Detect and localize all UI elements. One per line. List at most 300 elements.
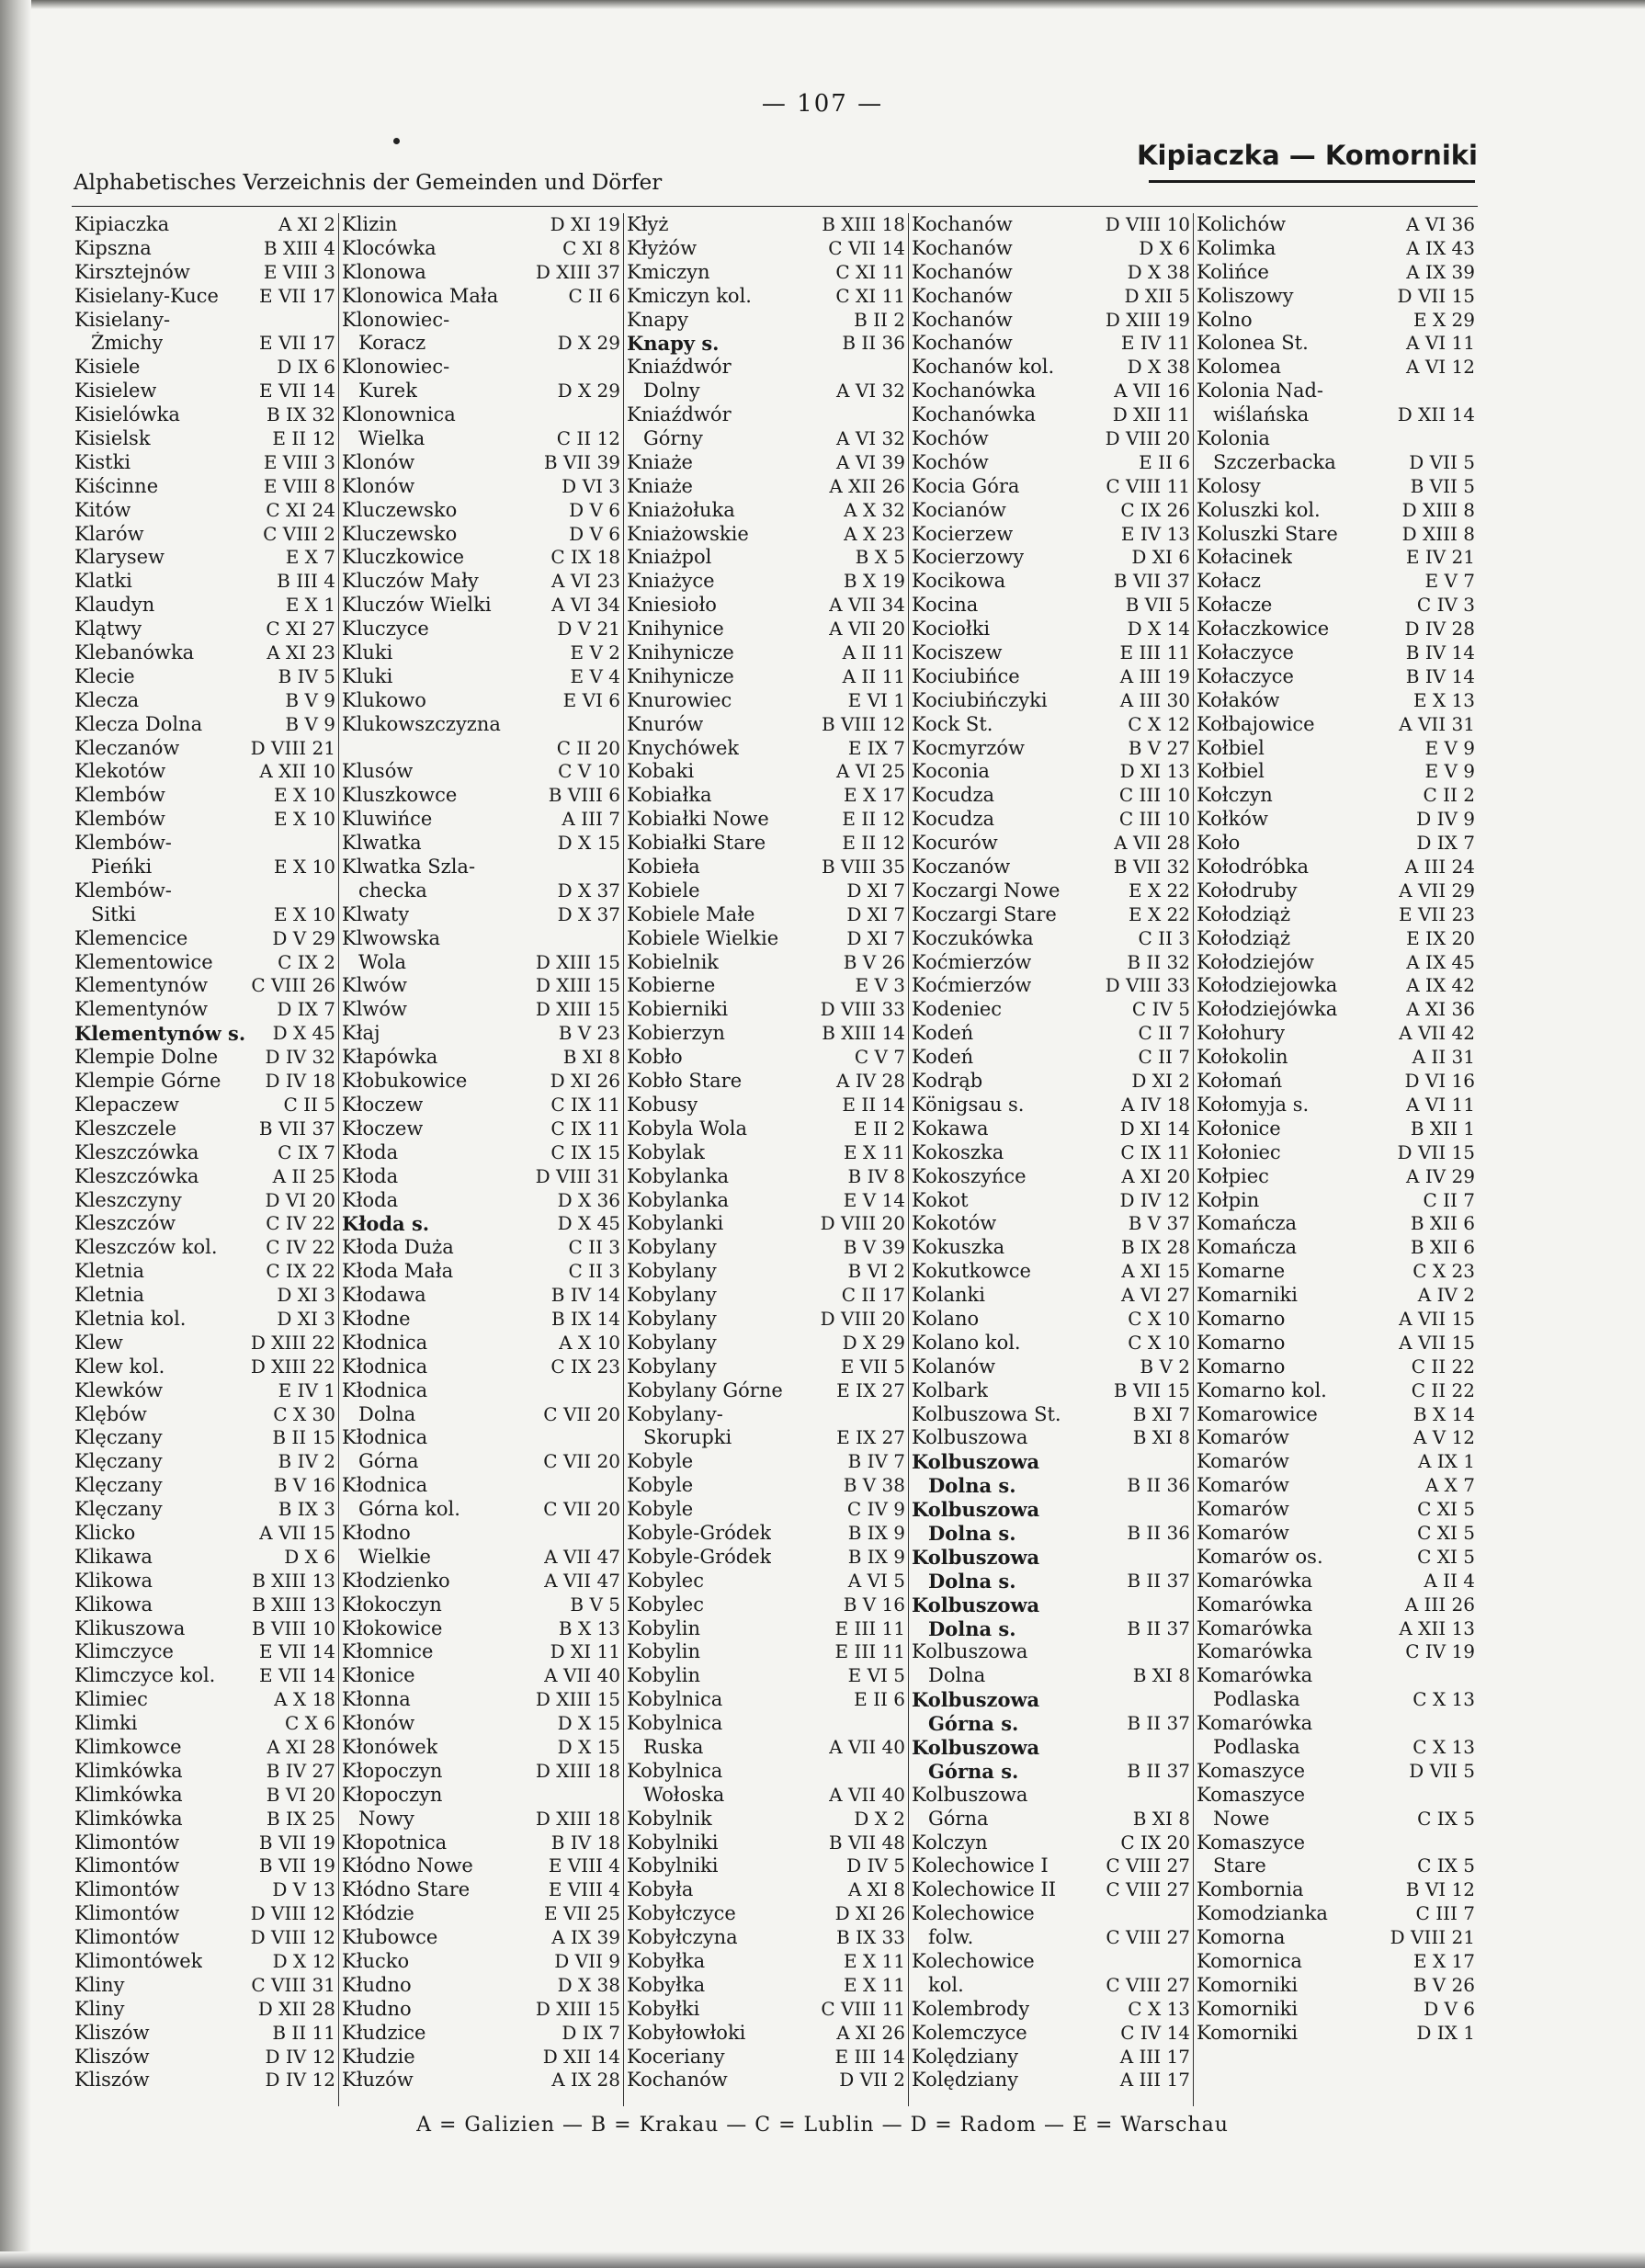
place-code: E IX 7: [847, 736, 905, 759]
place-code: D VIII 33: [820, 998, 905, 1021]
index-entry: [912, 641, 1190, 665]
place-name: Klembów: [74, 784, 165, 807]
index-entry: [74, 1760, 335, 1784]
index-entry: [1197, 594, 1475, 618]
place-code: C IV 22: [266, 1236, 335, 1259]
index-entry: [1197, 285, 1475, 309]
index-entry: [74, 1236, 335, 1260]
place-name: Kocudza: [912, 808, 995, 831]
place-name: Klimontów: [74, 1902, 180, 1925]
index-entry: [912, 1878, 1190, 1902]
index-entry: [1197, 1474, 1475, 1498]
place-code: C XI 5: [1417, 1498, 1475, 1521]
place-name: Kniaże: [627, 474, 693, 497]
place-code: B VIII 35: [821, 856, 905, 879]
place-name: Kobyłka: [627, 1973, 706, 1996]
place-name: Klementowice: [74, 950, 213, 973]
index-entry: [627, 1165, 905, 1189]
place-code: D XIII 18: [535, 1807, 620, 1830]
place-code: D XIII 15: [535, 974, 620, 997]
place-code: D IX 7: [1416, 832, 1475, 855]
place-name: Dolny: [643, 380, 700, 403]
index-entry: [342, 975, 620, 999]
place-name: Komaszyce: [1197, 1759, 1306, 1782]
place-code: A II 25: [272, 1164, 335, 1187]
index-entry: [74, 1022, 335, 1046]
index-entry: [912, 1926, 1190, 1950]
place-code: C II 17: [841, 1284, 905, 1307]
place-name: Kłokoczyn: [342, 1593, 442, 1616]
place-name: Kolonia: [1197, 427, 1270, 449]
place-name: Kołodziąż: [1197, 902, 1291, 925]
index-entry: [342, 285, 620, 309]
place-code: A V 12: [1412, 1426, 1475, 1449]
index-entry: [912, 1593, 1190, 1617]
place-code: A X 7: [1424, 1474, 1475, 1497]
index-entry: [1197, 1712, 1475, 1736]
place-name: Kluczewsko: [342, 498, 458, 521]
index-entry: [342, 1902, 620, 1926]
place-name: Kiścinne: [74, 474, 159, 497]
index-entry: [627, 332, 905, 356]
place-name: Kniażowskie: [627, 522, 749, 545]
index-entry: [1197, 1902, 1475, 1926]
place-code: E II 6: [1139, 450, 1190, 473]
index-entry: [74, 380, 335, 403]
place-name: Komańcza: [1197, 1236, 1298, 1259]
index-entry: [74, 1712, 335, 1736]
place-code: E X 22: [1128, 879, 1190, 902]
place-code: C II 2: [1423, 784, 1475, 807]
place-code: D IV 18: [265, 1070, 335, 1093]
place-code: A VII 40: [544, 1664, 620, 1687]
place-code: C IV 14: [1120, 2021, 1190, 2044]
place-code: A XI 2: [278, 212, 335, 235]
place-name: Kobylany: [627, 1307, 717, 1330]
place-name: Kokutkowce: [912, 1260, 1031, 1283]
index-entry: [342, 356, 620, 380]
place-code: A IV 28: [836, 1070, 905, 1093]
place-name: wiślańska: [1213, 403, 1310, 426]
place-name: Komarówka: [1197, 1712, 1313, 1735]
place-code: A IV 2: [1417, 1284, 1475, 1307]
index-entry: [74, 1308, 335, 1332]
page-number: — 107 —: [761, 90, 884, 118]
place-name: Kolanów: [912, 1355, 996, 1378]
place-name: Nowe: [1213, 1807, 1270, 1830]
place-name: Koluszki Stare: [1197, 522, 1338, 545]
place-code: C IX 5: [1417, 1854, 1475, 1877]
place-code: B II 37: [1127, 1712, 1190, 1735]
place-name: Kocudza: [912, 784, 995, 807]
index-entry: [1197, 1760, 1475, 1784]
place-name: Kolbuszowa: [912, 1450, 1040, 1474]
place-code: D VIII 20: [1105, 427, 1190, 449]
place-name: Kolembrody: [912, 1997, 1030, 2020]
place-code: C VIII 2: [263, 522, 335, 545]
index-entry: [912, 1546, 1190, 1570]
index-entry: [1197, 1522, 1475, 1546]
place-code: D XIII 8: [1401, 522, 1475, 545]
place-name: Komarów: [1197, 1426, 1289, 1449]
index-entry: [627, 713, 905, 737]
index-entry: [74, 1570, 335, 1593]
place-name: Kobylniki: [627, 1854, 719, 1877]
place-name: Kocia Góra: [912, 474, 1020, 497]
place-code: B VIII 10: [251, 1616, 335, 1639]
place-name: Kobylnica: [627, 1688, 723, 1711]
place-code: D IV 12: [265, 2069, 335, 2092]
place-code: B IV 18: [550, 1831, 620, 1854]
place-name: Kokoszka: [912, 1140, 1004, 1163]
place-code: A II 4: [1424, 1569, 1475, 1592]
place-code: D XI 26: [834, 1902, 905, 1925]
place-name: Kołonice: [1197, 1117, 1281, 1140]
place-code: E X 11: [843, 1140, 905, 1163]
place-name: Kołbiel: [1197, 736, 1265, 759]
index-entry: [1197, 1022, 1475, 1046]
place-code: E V 3: [855, 974, 905, 997]
index-entry: [342, 641, 620, 665]
index-entry: [1197, 951, 1475, 975]
index-entry: [74, 879, 335, 903]
index-entry: [1197, 546, 1475, 570]
place-name: Klukowo: [342, 688, 426, 711]
place-code: B II 37: [1127, 1569, 1190, 1592]
index-entry: [342, 903, 620, 927]
place-name: Komornica: [1197, 1950, 1302, 1972]
index-entry: [1197, 1212, 1475, 1236]
place-code: B V 23: [558, 1022, 620, 1045]
place-name: Górna s.: [928, 1712, 1019, 1736]
index-entry: [1197, 1117, 1475, 1141]
index-entry: [1197, 1284, 1475, 1308]
place-code: D XIII 22: [250, 1355, 335, 1378]
place-code: B II 37: [1127, 1759, 1190, 1782]
place-name: folw.: [928, 1926, 974, 1949]
place-name: Kisiele: [74, 356, 141, 379]
index-entry: [342, 1070, 620, 1094]
place-code: B IV 14: [550, 1284, 620, 1307]
place-code: D VI 3: [562, 474, 620, 497]
place-name: Kocikowa: [912, 570, 1006, 593]
scan-edge-left: [0, 0, 31, 2268]
index-entry: [1197, 1664, 1475, 1688]
place-name: Klęczany: [74, 1474, 163, 1497]
place-name: Komarno: [1197, 1331, 1286, 1354]
place-name: Komodzianka: [1197, 1902, 1328, 1925]
index-entry: [74, 618, 335, 641]
place-name: Kobielnik: [627, 950, 720, 973]
place-code: A VII 40: [829, 1735, 905, 1758]
place-name: Kłopoczyn: [342, 1783, 443, 1806]
place-code: D VIII 21: [250, 736, 335, 759]
place-name: Kobiele: [627, 879, 700, 902]
index-entry: [627, 1688, 905, 1712]
place-name: Kniaźdwór: [627, 403, 732, 426]
index-column: [72, 213, 338, 2106]
place-code: C IV 19: [1405, 1640, 1475, 1663]
index-entry: [912, 332, 1190, 356]
place-name: Kołodziejówka: [1197, 998, 1338, 1021]
place-code: C XI 11: [835, 260, 905, 283]
index-entry: [74, 1403, 335, 1427]
place-code: A VII 42: [1399, 1022, 1475, 1045]
index-entry: [912, 1854, 1190, 1878]
place-name: Górna: [928, 1807, 989, 1830]
index-entry: [912, 546, 1190, 570]
index-entry: [627, 1593, 905, 1617]
place-code: C VIII 26: [251, 974, 335, 997]
index-entry: [342, 1189, 620, 1213]
place-name: Kolonia Nad-: [1197, 380, 1323, 403]
index-entry: [1197, 1498, 1475, 1522]
place-name: Klukowszczyzna: [342, 712, 501, 735]
index-entry: [1197, 237, 1475, 261]
place-name: Kolno: [1197, 308, 1253, 331]
index-entry: [342, 451, 620, 475]
index-entry: [74, 1808, 335, 1831]
place-name: Kleszczów: [74, 1212, 176, 1235]
index-entry: [912, 1379, 1190, 1403]
place-code: E IV 21: [1405, 546, 1475, 569]
index-entry: [342, 1760, 620, 1784]
place-name: Kisielew: [74, 380, 157, 403]
index-entry: [74, 903, 335, 927]
place-code: B IV 14: [1405, 664, 1475, 687]
index-entry: [627, 427, 905, 451]
place-code: E X 10: [273, 856, 335, 879]
place-name: Knapy: [627, 308, 689, 331]
place-name: Klemencice: [74, 926, 188, 949]
place-code: D XIII 15: [535, 950, 620, 973]
place-name: Klęczany: [74, 1450, 163, 1473]
place-name: Kochanów: [627, 2069, 728, 2092]
index-entry: [912, 618, 1190, 641]
place-code: E IV 1: [278, 1378, 335, 1401]
index-entry: [74, 1165, 335, 1189]
index-entry: [342, 2069, 620, 2092]
place-name: Kołaczkowice: [1197, 618, 1330, 641]
index-entry: [342, 1474, 620, 1498]
place-name: Kmiczyn: [627, 260, 710, 283]
index-entry: [627, 760, 905, 784]
index-entry: [342, 1712, 620, 1736]
place-name: Kobylin: [627, 1616, 701, 1639]
index-column: [908, 213, 1193, 2106]
place-code: B V 16: [843, 1593, 905, 1616]
place-name: Klicko: [74, 1521, 136, 1544]
place-name: Wola: [358, 950, 407, 973]
place-name: Koliszowy: [1197, 284, 1294, 307]
place-name: Kolbuszowa: [912, 1426, 1028, 1449]
place-name: Kociubińce: [912, 664, 1020, 687]
index-entry: [342, 1022, 620, 1046]
place-code: D IV 32: [265, 1046, 335, 1069]
index-entry: [627, 1474, 905, 1498]
place-code: C II 5: [283, 1093, 335, 1116]
index-entry: [912, 998, 1190, 1022]
place-name: Kodeń: [912, 1022, 974, 1045]
index-entry: [912, 451, 1190, 475]
place-name: Kobyłczyce: [627, 1902, 736, 1925]
place-code: A IX 39: [551, 1926, 620, 1949]
index-entry: [627, 1522, 905, 1546]
index-entry: [627, 523, 905, 547]
place-name: Kolbuszowa: [912, 1688, 1040, 1712]
place-name: Kolbuszowa St.: [912, 1402, 1061, 1425]
place-code: E V 9: [1424, 736, 1475, 759]
place-code: D XIII 22: [250, 1331, 335, 1354]
index-entry: [74, 1688, 335, 1712]
index-entry: [912, 1260, 1190, 1284]
place-code: C VIII 27: [1106, 1973, 1190, 1996]
index-entry: [342, 594, 620, 618]
place-code: C XI 5: [1417, 1545, 1475, 1568]
place-name: Klonów: [342, 474, 415, 497]
place-code: C X 10: [1128, 1331, 1190, 1354]
place-name: Kipszna: [74, 236, 152, 259]
place-code: A XI 36: [1406, 998, 1475, 1021]
index-entry: [912, 523, 1190, 547]
index-entry: [342, 808, 620, 832]
place-code: B VIII 6: [548, 784, 620, 807]
index-entry: [912, 237, 1190, 261]
place-code: C VII 20: [543, 1498, 620, 1521]
place-name: Klaudyn: [74, 594, 155, 617]
index-entry: [1197, 1189, 1475, 1213]
index-entry: [912, 856, 1190, 879]
place-code: E IX 27: [836, 1426, 905, 1449]
index-entry: [1197, 1141, 1475, 1165]
place-name: Kistki: [74, 450, 131, 473]
place-code: C IX 22: [266, 1260, 335, 1283]
index-entry: [1197, 737, 1475, 761]
index-entry: [74, 784, 335, 808]
place-name: Klikuszowa: [74, 1616, 186, 1639]
index-entry: [1197, 1236, 1475, 1260]
place-code: D XI 6: [1131, 546, 1190, 569]
index-entry: [1197, 998, 1475, 1022]
index-entry: [342, 1403, 620, 1427]
index-entry: [1197, 451, 1475, 475]
index-entry: [627, 1640, 905, 1664]
place-name: Kokot: [912, 1188, 969, 1211]
place-code: B IX 32: [267, 403, 335, 426]
place-name: Kłoczew: [342, 1093, 424, 1116]
index-entry: [912, 927, 1190, 951]
place-code: E VII 17: [258, 332, 335, 355]
place-code: B IX 9: [847, 1521, 905, 1544]
index-entry: [912, 594, 1190, 618]
place-name: Nowy: [358, 1807, 414, 1830]
index-entry: [342, 309, 620, 333]
place-code: C XI 8: [562, 236, 620, 259]
place-name: Kocurów: [912, 832, 998, 855]
header-range: Kipiaczka — Komorniki: [1137, 140, 1478, 171]
place-code: A VII 15: [259, 1521, 335, 1544]
place-code: C X 13: [1128, 1997, 1190, 2020]
index-entry: [627, 1784, 905, 1808]
place-name: Kłubowce: [342, 1926, 438, 1949]
index-entry: [74, 689, 335, 713]
place-code: E II 12: [272, 427, 335, 449]
place-name: Kołokolin: [1197, 1046, 1288, 1069]
place-code: A VI 25: [836, 760, 905, 783]
place-name: Komarówka: [1197, 1569, 1313, 1592]
index-entry: [74, 856, 335, 879]
place-code: A II 31: [1412, 1046, 1475, 1069]
index-entry: [627, 285, 905, 309]
place-code: D X 12: [272, 1950, 335, 1972]
place-name: Komaszyce: [1197, 1831, 1306, 1854]
place-name: Klarysew: [74, 546, 165, 569]
index-entry: [627, 499, 905, 523]
place-name: Klementynów: [74, 974, 209, 997]
index-entry: [912, 1974, 1190, 1998]
place-code: B VII 15: [1113, 1378, 1190, 1401]
place-code: C II 6: [568, 284, 620, 307]
place-code: B II 32: [1127, 950, 1190, 973]
place-name: Komarno: [1197, 1307, 1286, 1330]
place-name: Kłaj: [342, 1022, 380, 1045]
place-name: Kołodziejowka: [1197, 974, 1338, 997]
index-entry: [1197, 641, 1475, 665]
place-code: B IV 8: [847, 1164, 905, 1187]
index-entry: [627, 856, 905, 879]
index-entry: [74, 760, 335, 784]
index-entry: [74, 237, 335, 261]
index-entry: [342, 1998, 620, 2022]
place-code: C IX 26: [1120, 498, 1190, 521]
place-code: B XIII 13: [252, 1569, 335, 1592]
index-entry: [912, 784, 1190, 808]
place-name: Klimkówka: [74, 1783, 183, 1806]
place-code: A III 26: [1404, 1593, 1475, 1616]
place-name: Klementynów: [74, 998, 209, 1021]
place-name: Kobło Stare: [627, 1070, 743, 1093]
place-code: E II 2: [854, 1117, 905, 1140]
place-code: E VII 25: [543, 1902, 620, 1925]
index-entry: [627, 451, 905, 475]
place-code: C VII 14: [828, 236, 905, 259]
index-entry: [627, 1498, 905, 1522]
place-name: Klimkówka: [74, 1807, 183, 1830]
place-code: E VII 5: [840, 1355, 905, 1378]
place-name: Kluczyce: [342, 618, 429, 641]
index-entry: [627, 1355, 905, 1379]
place-name: Kołaczyce: [1197, 664, 1294, 687]
index-entry: [912, 1902, 1190, 1926]
place-name: Kodeń: [912, 1046, 974, 1069]
place-code: E V 7: [1424, 570, 1475, 593]
index-entry: [342, 1450, 620, 1474]
place-name: Kobyle-Gródek: [627, 1521, 772, 1544]
index-entry: [1197, 975, 1475, 999]
place-name: Klwowska: [342, 926, 441, 949]
place-code: B VI 20: [266, 1783, 335, 1806]
place-code: E VI 5: [847, 1664, 905, 1687]
place-code: D X 45: [557, 1212, 620, 1235]
place-name: Komarowice: [1197, 1402, 1318, 1425]
place-code: A VI 39: [836, 450, 905, 473]
index-entry: [1197, 570, 1475, 594]
place-code: C XI 5: [1417, 1521, 1475, 1544]
place-code: C III 10: [1118, 784, 1190, 807]
place-code: E X 10: [273, 784, 335, 807]
place-code: B II 36: [842, 332, 905, 355]
index-entry: [912, 832, 1190, 856]
